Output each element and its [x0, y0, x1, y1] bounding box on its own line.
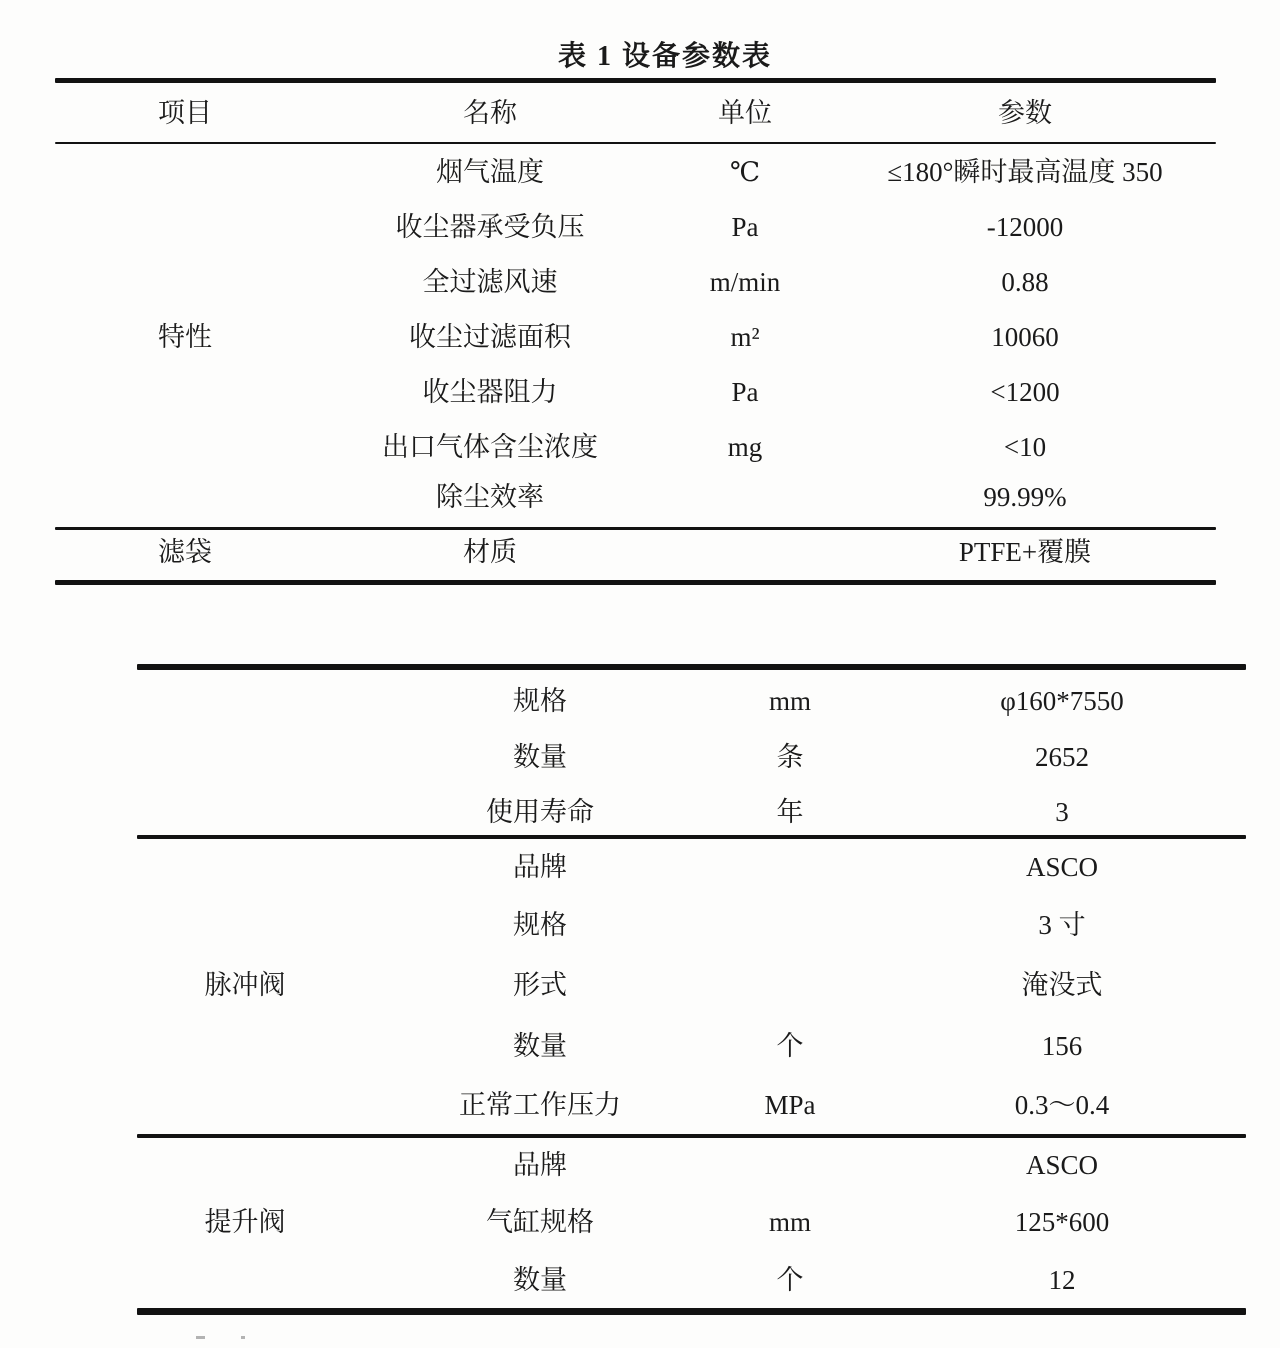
row-name: 规格: [513, 686, 567, 716]
row-unit: [700, 965, 880, 1005]
table-row: [0, 1026, 1280, 1066]
row-name: 除尘效率: [436, 482, 544, 512]
row-unit: [655, 532, 835, 572]
row-unit: MPa: [764, 1090, 816, 1120]
row-name: 材质: [463, 537, 517, 567]
row-name: 品牌: [513, 1150, 567, 1180]
row-value: 99.99%: [983, 482, 1067, 512]
table-row: [0, 372, 1280, 412]
row-unit: 个: [776, 1265, 804, 1295]
row-value: 156: [1041, 1031, 1083, 1061]
row-value: 12: [1048, 1265, 1076, 1295]
row-unit: [700, 1145, 880, 1185]
row-unit: Pa: [731, 212, 759, 242]
row-unit: mg: [727, 432, 763, 462]
table-row: [0, 317, 1280, 357]
table2-top-border: [137, 664, 1246, 670]
row-value: φ160*7550: [1000, 686, 1124, 716]
row-unit: 个: [776, 1031, 804, 1061]
row-unit: mm: [768, 686, 811, 716]
row-value: ≤180°瞬时最高温度 350: [887, 157, 1163, 187]
table-row: [0, 1202, 1280, 1242]
table2-section-border-1: [137, 835, 1246, 839]
section-label-lift-valve: 提升阀: [204, 1207, 286, 1237]
row-name: 正常工作压力: [459, 1090, 621, 1120]
table-row: [0, 477, 1280, 517]
table-row: [0, 905, 1280, 945]
row-value: <10: [1003, 432, 1047, 462]
row-name: 形式: [513, 970, 567, 1000]
table-row: [0, 262, 1280, 302]
header-value: 参数: [998, 98, 1052, 128]
row-value: -12000: [986, 212, 1064, 242]
section-label-filter-bag: 滤袋: [158, 537, 212, 567]
table-row: [0, 207, 1280, 247]
scan-artifact: [196, 1336, 205, 1339]
row-name: 收尘器承受负压: [395, 212, 585, 242]
table-row: [0, 681, 1280, 721]
row-unit: Pa: [731, 377, 759, 407]
row-value: 2652: [1035, 742, 1089, 772]
row-name: 出口气体含尘浓度: [382, 432, 598, 462]
table2-bottom-border: [137, 1308, 1246, 1315]
row-unit: [700, 847, 880, 887]
row-value: 3 寸: [1038, 910, 1086, 940]
row-name: 全过滤风速: [422, 267, 558, 297]
table-row: [0, 532, 1280, 572]
row-name: 规格: [513, 910, 567, 940]
header-item: 项目: [158, 98, 212, 128]
table-row: [0, 1085, 1280, 1125]
row-unit: m/min: [709, 267, 781, 297]
row-value: 0.3～0.4: [1014, 1090, 1110, 1120]
row-name: 数量: [513, 1031, 567, 1061]
row-value: 淹没式: [1021, 970, 1103, 1000]
row-unit: 年: [776, 797, 804, 827]
table-row: [0, 427, 1280, 467]
table-row: [0, 965, 1280, 1005]
row-value: ASCO: [1025, 852, 1099, 882]
row-unit: mm: [768, 1207, 811, 1237]
table1-bottom-border: [55, 580, 1216, 585]
row-unit: ℃: [729, 157, 761, 187]
row-value: 10060: [991, 322, 1059, 352]
row-unit: [700, 905, 880, 945]
row-name: 数量: [513, 742, 567, 772]
section-label-pulse-valve: 脉冲阀: [204, 970, 286, 1000]
row-value: 3: [1055, 797, 1069, 827]
row-value: <1200: [990, 377, 1060, 407]
table-title: 表 1 设备参数表: [557, 41, 772, 72]
row-name: 品牌: [513, 852, 567, 882]
table-row: [0, 1260, 1280, 1300]
table1-header-border: [55, 142, 1216, 144]
row-unit: [655, 477, 835, 517]
row-name: 数量: [513, 1265, 567, 1295]
row-name: 烟气温度: [436, 157, 544, 187]
row-unit: m²: [730, 322, 760, 352]
row-unit: 条: [776, 742, 804, 772]
header-name: 名称: [463, 98, 517, 128]
row-value: 0.88: [1001, 267, 1049, 297]
table-row: [0, 152, 1280, 192]
table2-section-border-2: [137, 1134, 1246, 1138]
row-name: 使用寿命: [486, 797, 594, 827]
row-name: 收尘器阻力: [422, 377, 558, 407]
table1-top-border: [55, 78, 1216, 83]
row-value: 125*600: [1014, 1207, 1110, 1237]
scan-artifact: [241, 1336, 245, 1339]
header-unit: 单位: [718, 98, 772, 128]
row-name: 收尘过滤面积: [409, 322, 571, 352]
table-row: [0, 1145, 1280, 1185]
row-value: ASCO: [1025, 1150, 1099, 1180]
row-name: 气缸规格: [486, 1207, 594, 1237]
section-label-feature: 特性: [158, 322, 212, 352]
row-value: PTFE+覆膜: [958, 537, 1092, 567]
table-row: [0, 847, 1280, 887]
table-row: [0, 737, 1280, 777]
table1-header-row: [0, 93, 1280, 133]
table1-section-border: [55, 527, 1216, 530]
table-row: [0, 792, 1280, 832]
